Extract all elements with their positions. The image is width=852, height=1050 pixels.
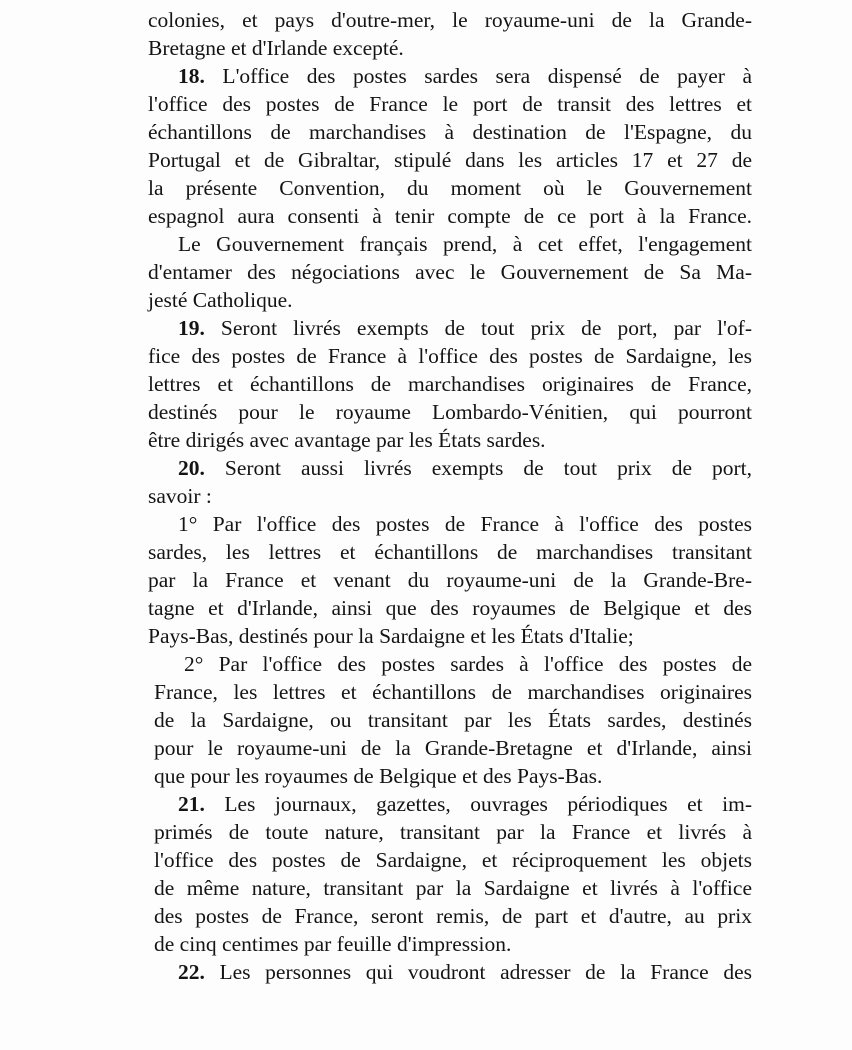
line-text: l'office des postes de France le port de transit des lettres et [148, 92, 752, 116]
line-text: France, les lettres et échantillons de marchandises originaires [154, 680, 752, 704]
line-text: tagne et d'Irlande, ainsi que des royaumes de Belgique et des [148, 596, 752, 620]
line-text: 2° Par l'office des postes sardes à l'office des postes de [184, 652, 752, 676]
line-text: que pour les royaumes de Belgique et des Pays-Bas. [154, 764, 603, 788]
line-text: être dirigés avec avantage par les États sardes. [148, 428, 546, 452]
line-text: Seront livrés exempts de tout prix de port, par l'of- [204, 316, 752, 340]
article-number: 18. [178, 64, 205, 88]
line-text: Bretagne et d'Irlande excepté. [148, 36, 404, 60]
line-text: échantillons de marchandises à destination de l'Espagne, du [148, 120, 752, 144]
text-line [148, 846, 752, 874]
line-text: primés de toute nature, transitant par la France et livrés à [154, 820, 752, 844]
text-line [148, 930, 752, 958]
article-number: 21. [178, 792, 205, 816]
article-number: 19. [178, 316, 205, 340]
text-line [148, 790, 752, 818]
document-body [148, 6, 752, 986]
text-line [148, 90, 752, 118]
text-line [148, 342, 752, 370]
line-text: colonies, et pays d'outre-mer, le royaume-uni de la Grande- [148, 8, 752, 32]
line-text: des postes de France, seront remis, de part et d'autre, au prix [154, 904, 752, 928]
line-text: Le Gouvernement français prend, à cet effet, l'engagement [178, 232, 752, 256]
text-line [148, 426, 752, 454]
line-text: savoir : [148, 484, 212, 508]
line-text: Pays-Bas, destinés pour la Sardaigne et les États d'Italie; [148, 624, 634, 648]
text-line [148, 146, 752, 174]
line-text: l'office des postes de Sardaigne, et réciproquement les objets [154, 848, 752, 872]
line-text: espagnol aura consenti à tenir compte de ce port à la France. [148, 204, 752, 228]
text-line [148, 258, 752, 286]
line-text: sardes, les lettres et échantillons de marchandises transitant [148, 540, 752, 564]
text-line [148, 314, 752, 342]
text-line [148, 454, 752, 482]
text-line [148, 734, 752, 762]
line-text: la présente Convention, du moment où le Gouvernement [148, 176, 752, 200]
text-line [148, 482, 752, 510]
text-line [148, 594, 752, 622]
line-text: destinés pour le royaume Lombardo-Vénitien, qui pourront [148, 400, 752, 424]
article-number: 22. [178, 960, 205, 984]
line-text: Les personnes qui voudront adresser de la France des [204, 960, 752, 984]
line-text: 1° Par l'office des postes de France à l'office des postes [178, 512, 752, 536]
text-line [148, 706, 752, 734]
text-line [148, 538, 752, 566]
text-line [148, 174, 752, 202]
text-line [148, 62, 752, 90]
text-line [148, 370, 752, 398]
text-line [148, 34, 752, 62]
line-text: lettres et échantillons de marchandises originaires de France, [148, 372, 752, 396]
line-text: Les journaux, gazettes, ouvrages périodiques et im- [204, 792, 752, 816]
text-line [148, 902, 752, 930]
text-line [148, 286, 752, 314]
line-text: par la France et venant du royaume-uni de la Grande-Bre- [148, 568, 752, 592]
line-text: d'entamer des négociations avec le Gouvernement de Sa Ma- [148, 260, 752, 284]
text-line [148, 398, 752, 426]
text-line [148, 762, 752, 790]
line-text: pour le royaume-uni de la Grande-Bretagne et d'Irlande, ainsi [154, 736, 752, 760]
line-text: L'office des postes sardes sera dispensé de payer à [204, 64, 752, 88]
text-line [148, 118, 752, 146]
line-text: Portugal et de Gibraltar, stipulé dans les articles 17 et 27 de [148, 148, 752, 172]
line-text: Seront aussi livrés exempts de tout prix de port, [204, 456, 752, 480]
text-line [148, 566, 752, 594]
line-text: de cinq centimes par feuille d'impression. [154, 932, 512, 956]
line-text: de même nature, transitant par la Sardaigne et livrés à l'office [154, 876, 752, 900]
text-line [148, 510, 752, 538]
text-line [148, 678, 752, 706]
text-line [148, 202, 752, 230]
text-line [148, 958, 752, 986]
text-line [148, 6, 752, 34]
text-line [148, 650, 752, 678]
article-number: 20. [178, 456, 205, 480]
text-line [148, 622, 752, 650]
line-text: jesté Catholique. [148, 288, 293, 312]
line-text: fice des postes de France à l'office des postes de Sardaigne, les [148, 344, 752, 368]
text-line [148, 230, 752, 258]
text-line [148, 874, 752, 902]
text-line [148, 818, 752, 846]
line-text: de la Sardaigne, ou transitant par les États sardes, destinés [154, 708, 752, 732]
